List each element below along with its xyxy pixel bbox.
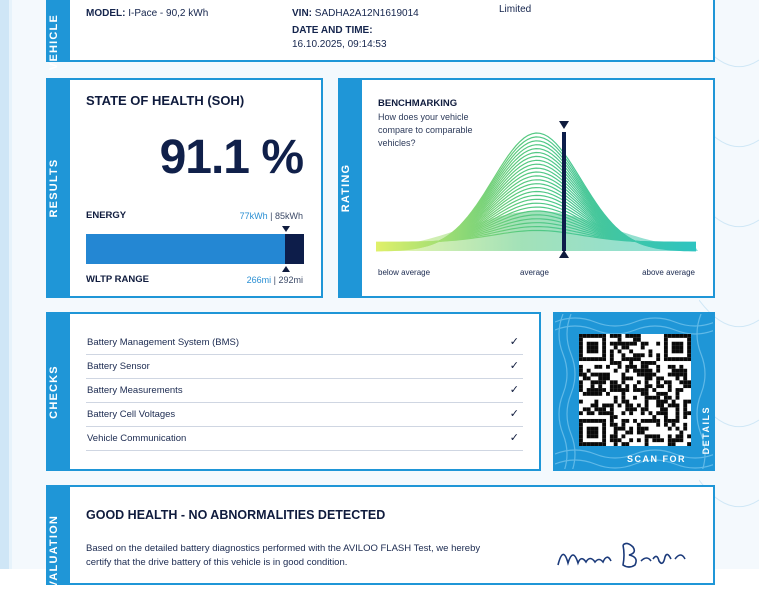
check-item-battery-measurements — [86, 378, 523, 403]
owner-value: Limited — [499, 4, 532, 15]
check-label: Vehicle Communication — [87, 433, 187, 444]
range-marker-icon — [282, 266, 290, 272]
check-item-cell-voltages — [86, 402, 523, 427]
rating-side-bar — [340, 80, 362, 296]
check-item-battery-sensor — [86, 354, 523, 379]
model-value: I-Pace - 90,2 kWh — [128, 8, 209, 19]
check-label: Battery Management System (BMS) — [87, 337, 240, 348]
checkmark-icon: ✓ — [509, 384, 519, 396]
evaluation-text: Based on the detailed battery diagnostics performed with the AVILOO FLASH Test, we hereby certify that the drive battery of this vehicle is in good condition. — [86, 543, 481, 568]
benchmark-question: How does your vehicle compare to comparable vehicles? — [378, 112, 473, 148]
check-item-vehicle-communication — [86, 426, 523, 451]
range-max: 292mi — [278, 275, 303, 285]
check-label: Battery Sensor — [87, 361, 150, 372]
date-value: 16.10.2025, 09:14:53 — [292, 39, 387, 50]
qr-code[interactable] — [579, 334, 691, 446]
energy-separator: | — [267, 211, 275, 221]
range-separator: | — [271, 275, 279, 285]
checks-card — [46, 312, 541, 471]
vehicle-card — [46, 0, 715, 71]
benchmark-marker-bottom-icon — [559, 250, 569, 258]
checkmark-icon: ✓ — [509, 432, 519, 444]
rating-card — [338, 78, 715, 298]
checks-section-label: CHECKS — [48, 364, 60, 419]
qr-code-icon — [579, 334, 691, 446]
soh-title: STATE OF HEALTH (SOH) — [86, 93, 245, 108]
signature-icon — [553, 535, 703, 575]
results-section-label: RESULTS — [48, 158, 60, 218]
vehicle-section-label: VEHICLE — [48, 14, 60, 71]
model-label: MODEL: — [86, 8, 126, 19]
soh-bar-remainder — [285, 234, 304, 264]
axis-average: average — [520, 268, 549, 277]
energy-max: 85kWh — [274, 211, 303, 221]
vehicle-side-bar — [48, 0, 70, 71]
axis-below-average: below average — [378, 268, 431, 277]
energy-marker-icon — [282, 226, 290, 232]
range-current: 266mi — [246, 275, 272, 285]
energy-values — [240, 211, 303, 221]
checkmark-icon: ✓ — [509, 336, 519, 348]
rating-section-label: RATING — [340, 163, 352, 213]
checkmark-icon: ✓ — [509, 408, 519, 420]
benchmark-title: BENCHMARKING — [378, 98, 458, 109]
benchmark-curve — [376, 118, 698, 258]
date-label: DATE AND TIME: — [292, 25, 373, 36]
left-border — [0, 0, 9, 569]
soh-bar — [86, 234, 304, 264]
results-card — [46, 78, 323, 298]
qr-card[interactable] — [553, 312, 715, 471]
check-label: Battery Cell Voltages — [87, 409, 176, 420]
vin-line — [292, 8, 419, 19]
range-values — [247, 275, 303, 285]
evaluation-card — [46, 485, 715, 597]
bell-curve-lines — [376, 133, 698, 251]
range-label: WLTP RANGE — [86, 274, 149, 285]
model-line — [86, 8, 208, 19]
energy-current: 77kWh — [239, 211, 268, 221]
qr-details-label: DETAILS — [701, 406, 711, 455]
check-item-bms — [86, 330, 523, 355]
checkmark-icon: ✓ — [509, 360, 519, 372]
axis-above-average: above average — [642, 268, 695, 277]
check-label: Battery Measurements — [87, 385, 183, 396]
evaluation-title: GOOD HEALTH - NO ABNORMALITIES DETECTED — [86, 508, 386, 522]
energy-label: ENERGY — [86, 210, 127, 221]
benchmark-marker-top-icon — [559, 121, 569, 129]
vin-label: VIN: — [292, 8, 312, 19]
soh-value: 91.1 % — [159, 131, 303, 184]
evaluation-section-label: EVALUATION — [48, 515, 60, 597]
qr-scan-label: SCAN FOR — [627, 454, 686, 464]
results-side-bar — [48, 80, 70, 296]
vin-value: SADHA2A12N1619014 — [314, 8, 419, 19]
checks-side-bar — [48, 314, 70, 469]
